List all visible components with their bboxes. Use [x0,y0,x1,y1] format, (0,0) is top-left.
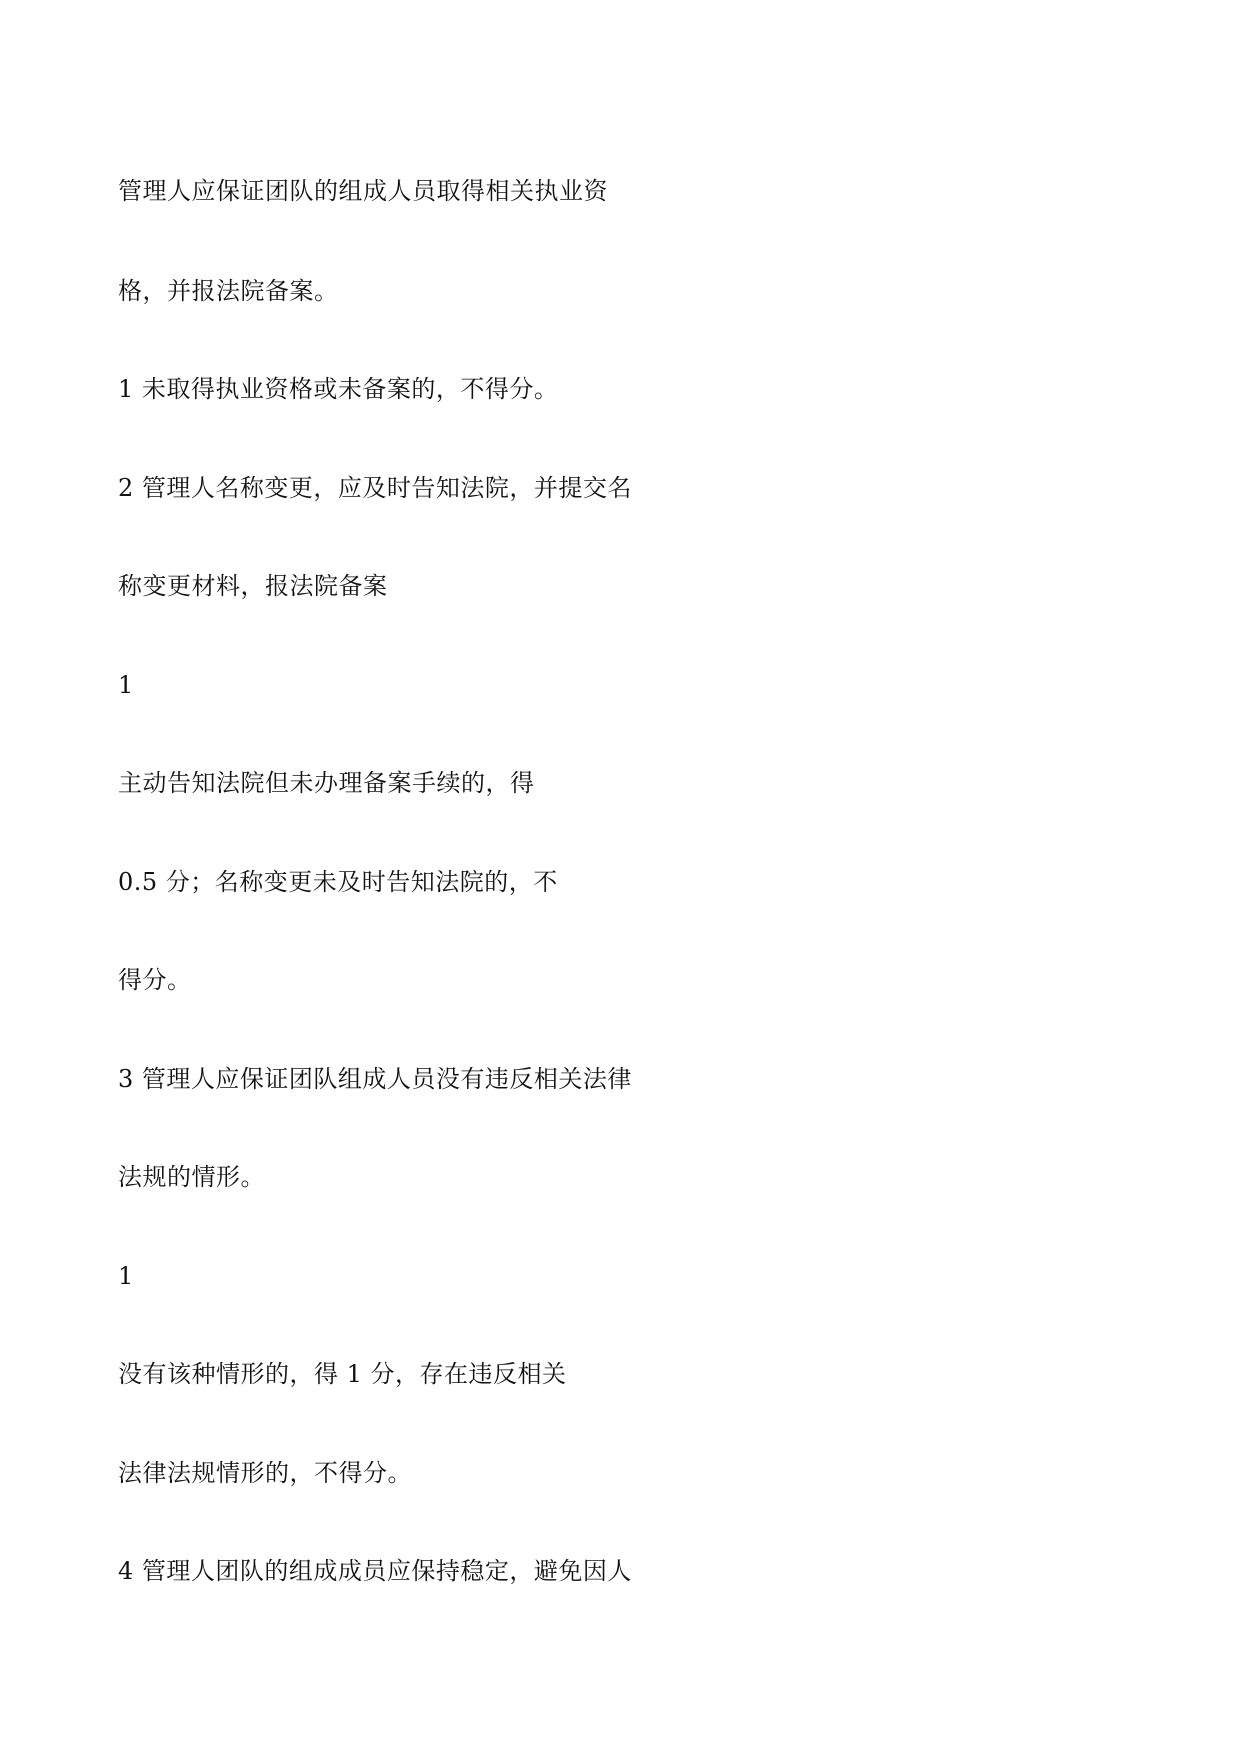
text-line: 格，并报法院备案。 [118,277,339,305]
text-line: 法规的情形。 [118,1163,265,1191]
text-line: 0.5 分；名称变更未及时告知法院的，不 [118,868,558,896]
text-line: 得分。 [118,966,192,994]
text-line: 3 管理人应保证团队组成人员没有违反相关法律 [118,1065,632,1093]
text-line: 1 未取得执业资格或未备案的，不得分。 [118,375,559,403]
text-line: 1 [118,671,134,699]
text-line: 称变更材料，报法院备案 [118,572,388,600]
text-line: 1 [118,1262,134,1290]
text-line: 2 管理人名称变更，应及时告知法院，并提交名 [118,474,632,502]
text-line: 管理人应保证团队的组成人员取得相关执业资 [118,177,608,205]
text-line: 没有该种情形的，得 1 分，存在违反相关 [118,1360,567,1388]
text-line: 主动告知法院但未办理备案手续的，得 [118,769,535,797]
text-line: 4 管理人团队的组成成员应保持稳定，避免因人 [118,1557,632,1585]
text-line: 法律法规情形的，不得分。 [118,1459,412,1487]
